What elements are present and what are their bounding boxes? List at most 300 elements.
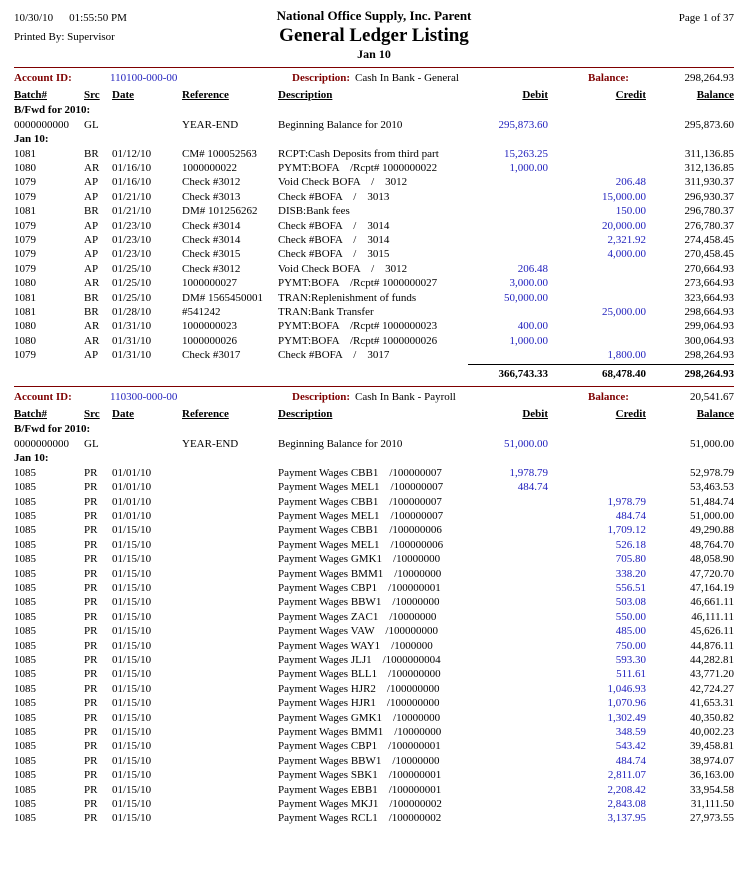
credit-cell: 511.61 [616, 668, 646, 681]
column-header-reference: Reference [182, 408, 229, 421]
date-cell: 01/15/10 [112, 769, 152, 782]
batch-cell: 1079 [14, 190, 36, 203]
description-cell: Payment Wages MEL1 /100000006 [278, 538, 444, 551]
description-cell: Payment Wages VAW /100000000 [278, 625, 438, 638]
description-cell: Payment Wages EBB1 /100000001 [278, 783, 442, 796]
date-cell [112, 118, 182, 132]
credit-cell: 25,000.00 [602, 306, 646, 319]
batch-cell: 0000000000 [14, 437, 69, 450]
date-cell: 01/25/10 [112, 277, 152, 290]
reference-cell: 1000000026 [182, 334, 237, 347]
table-row [14, 595, 734, 609]
debit-cell [468, 219, 548, 233]
debit-cell [468, 581, 548, 595]
group-label: Jan 10: [14, 452, 49, 465]
section-divider [14, 67, 734, 68]
credit-cell: 526.18 [615, 538, 646, 551]
date-cell: 01/15/10 [112, 610, 152, 623]
batch-cell: 1085 [14, 726, 36, 738]
table-row [14, 480, 734, 494]
debit-cell [468, 247, 548, 261]
src-cell: PR [84, 740, 98, 753]
reference-cell: 1000000022 [182, 162, 237, 174]
credit-cell: 150.00 [615, 205, 646, 218]
date-cell: 01/31/10 [112, 334, 152, 347]
table-row [14, 276, 734, 290]
balance-cell: 311,136.85 [684, 147, 734, 160]
credit-cell [548, 437, 646, 451]
reference-cell [182, 639, 278, 653]
credit-cell: 2,811.07 [607, 769, 646, 782]
column-header-src: Src [84, 89, 100, 101]
debit-cell [468, 696, 548, 710]
debit-cell [468, 667, 548, 681]
batch-cell: 1081 [14, 205, 36, 218]
reference-cell [182, 552, 278, 566]
table-row [14, 682, 734, 696]
date-cell: 01/15/10 [112, 524, 152, 537]
src-cell: PR [84, 711, 98, 724]
balance-cell: 36,163.00 [690, 769, 734, 782]
debit-cell: 295,873.60 [498, 118, 548, 131]
debit-cell [468, 305, 548, 319]
group-label: B/Fwd for 2010: [14, 104, 91, 116]
reference-cell [182, 523, 278, 537]
credit-cell: 348.59 [615, 726, 646, 738]
debit-cell [468, 682, 548, 696]
date-cell: 01/15/10 [112, 567, 152, 580]
batch-cell: 1081 [14, 147, 36, 160]
reference-cell: Check #3014 [182, 219, 241, 232]
description-cell: PYMT:BOFA /Rcpt# 1000000022 [278, 162, 438, 174]
table-row [14, 653, 734, 667]
batch-cell: 1085 [14, 581, 36, 594]
debit-cell [468, 175, 548, 189]
debit-cell: 1,000.00 [509, 334, 548, 347]
date-cell: 01/01/10 [112, 466, 152, 479]
src-cell: PR [84, 812, 98, 825]
batch-cell: 1085 [14, 754, 36, 767]
reference-cell [182, 509, 278, 523]
credit-cell [548, 334, 646, 348]
total-credit: 68,478.40 [548, 364, 646, 381]
batch-cell: 1085 [14, 481, 36, 494]
credit-cell: 750.00 [615, 639, 646, 652]
sections [14, 67, 734, 826]
balance-cell: 51,484.74 [690, 495, 734, 508]
reference-cell [182, 739, 278, 753]
balance-cell: 44,876.11 [690, 639, 734, 652]
date-cell: 01/15/10 [112, 726, 152, 738]
src-cell: AP [84, 219, 99, 232]
print-time: 01:55:50 PM [69, 12, 127, 24]
description-cell: Payment Wages MEL1 /100000007 [278, 509, 444, 522]
table-row [14, 797, 734, 811]
batch-cell: 1079 [14, 262, 36, 275]
description-cell: Check #BOFA / 3014 [278, 234, 390, 247]
credit-cell: 1,709.12 [607, 524, 646, 537]
date-cell: 01/23/10 [112, 219, 152, 232]
batch-cell: 1085 [14, 682, 36, 695]
date-cell [112, 437, 182, 451]
balance-cell: 270,458.45 [684, 248, 734, 261]
src-cell: PR [84, 481, 98, 494]
src-cell: PR [84, 610, 98, 623]
src-cell: PR [84, 668, 98, 681]
reference-cell [182, 783, 278, 797]
balance-cell: 43,771.20 [690, 668, 734, 681]
description-cell: Payment Wages BMM1 /10000000 [278, 567, 442, 580]
reference-cell: YEAR-END [182, 118, 239, 131]
debit-cell: 400.00 [517, 320, 548, 333]
reference-cell [182, 595, 278, 609]
table-row [14, 538, 734, 552]
account-section [14, 67, 734, 381]
batch-cell: 1080 [14, 334, 36, 347]
date-cell: 01/23/10 [112, 234, 152, 247]
balance-cell: 38,974.07 [690, 754, 734, 767]
credit-cell: 556.51 [615, 581, 646, 594]
table-row [14, 739, 734, 753]
description-cell: Payment Wages MEL1 /100000007 [278, 481, 444, 494]
column-header-date: Date [112, 408, 134, 421]
reference-cell [182, 725, 278, 739]
balance-cell: 276,780.37 [684, 219, 734, 232]
description-cell: Payment Wages BLL1 /100000000 [278, 668, 441, 681]
src-cell: PR [84, 754, 98, 767]
account-header [14, 71, 734, 86]
date-cell: 01/28/10 [112, 306, 152, 319]
batch-cell: 1080 [14, 162, 36, 174]
balance-cell: 48,764.70 [690, 538, 734, 551]
batch-cell: 1085 [14, 798, 36, 811]
date-cell: 01/15/10 [112, 596, 152, 609]
credit-cell: 4,000.00 [607, 248, 646, 261]
credit-cell: 484.74 [615, 754, 646, 767]
balance-cell: 42,724.27 [690, 682, 734, 695]
date-cell: 01/23/10 [112, 248, 152, 261]
table-row [14, 348, 734, 362]
balance-cell: 33,954.58 [690, 783, 734, 796]
balance-cell: 46,661.11 [690, 596, 734, 609]
balance-cell: 274,458.45 [684, 234, 734, 247]
src-cell: AP [84, 248, 99, 261]
report-title-block [199, 8, 549, 62]
src-cell: PR [84, 596, 98, 609]
description-cell: Payment Wages BBW1 /10000000 [278, 754, 440, 767]
reference-cell: DM# 101256262 [182, 205, 258, 218]
credit-cell [548, 319, 646, 333]
table-row [14, 305, 734, 319]
credit-cell [548, 480, 646, 494]
reference-cell [182, 696, 278, 710]
description-cell: Payment Wages RCL1 /100000002 [278, 812, 442, 825]
balance-value: 20,541.67 [690, 391, 734, 404]
description-cell: Payment Wages MKJ1 /100000002 [278, 798, 442, 811]
src-cell: BR [84, 291, 99, 304]
batch-cell: 1085 [14, 639, 36, 652]
description-cell: PYMT:BOFA /Rcpt# 1000000026 [278, 334, 438, 347]
credit-cell: 206.48 [615, 176, 646, 189]
table-row [14, 783, 734, 797]
credit-cell [548, 161, 646, 175]
batch-cell: 1081 [14, 291, 36, 304]
batch-cell: 1085 [14, 567, 36, 580]
date-cell: 01/01/10 [112, 495, 152, 508]
credit-cell: 593.30 [615, 653, 646, 666]
table-row [14, 319, 734, 333]
batch-cell: 1085 [14, 524, 36, 537]
date-cell: 01/01/10 [112, 481, 152, 494]
table-row [14, 291, 734, 305]
src-cell: AP [84, 190, 99, 203]
src-cell: AP [84, 262, 99, 275]
date-cell: 01/15/10 [112, 798, 152, 811]
reference-cell [182, 768, 278, 782]
batch-cell: 1079 [14, 219, 36, 232]
debit-cell [468, 725, 548, 739]
table-row [14, 639, 734, 653]
table-row [14, 581, 734, 595]
src-cell: AR [84, 162, 100, 174]
debit-cell [468, 653, 548, 667]
reference-cell: Check #3013 [182, 190, 241, 203]
table-row [14, 204, 734, 218]
table-row [14, 552, 734, 566]
group-label: B/Fwd for 2010: [14, 423, 91, 436]
credit-cell: 1,978.79 [607, 495, 646, 508]
src-cell: GL [84, 437, 99, 450]
reference-cell [182, 667, 278, 681]
src-cell: BR [84, 205, 99, 218]
batch-cell: 1080 [14, 277, 36, 290]
date-cell: 01/21/10 [112, 190, 152, 203]
src-cell: PR [84, 509, 98, 522]
credit-cell: 1,302.49 [607, 711, 646, 724]
debit-cell: 3,000.00 [509, 277, 548, 290]
reference-cell: Check #3012 [182, 176, 241, 189]
reference-cell [182, 538, 278, 552]
account-description [292, 390, 588, 405]
date-cell: 01/15/10 [112, 783, 152, 796]
src-cell: BR [84, 306, 99, 319]
report-title: General Ledger Listing [279, 25, 469, 46]
description-cell: Payment Wages CBP1 /100000001 [278, 581, 441, 594]
debit-cell [468, 495, 548, 509]
batch-cell: 1085 [14, 740, 36, 753]
balance-cell: 312,136.85 [684, 162, 734, 174]
credit-cell: 484.74 [615, 509, 646, 522]
description-value: Cash In Bank - Payroll [355, 391, 456, 404]
credit-cell: 1,800.00 [607, 349, 646, 362]
balance-cell: 48,058.90 [690, 553, 734, 566]
table-row [14, 147, 734, 161]
account-id-label: Account ID: [14, 391, 72, 404]
date-cell: 01/15/10 [112, 697, 152, 710]
credit-cell: 20,000.00 [602, 219, 646, 232]
date-cell: 01/25/10 [112, 291, 152, 304]
debit-cell: 15,263.25 [504, 147, 548, 160]
column-header-balance: Balance [696, 89, 734, 101]
credit-cell: 3,137.95 [607, 812, 646, 825]
total-balance: 298,264.93 [646, 364, 734, 381]
credit-cell: 543.42 [615, 740, 646, 753]
src-cell: AP [84, 176, 99, 189]
reference-cell [182, 682, 278, 696]
batch-cell: 1085 [14, 653, 36, 666]
balance-cell: 298,264.93 [684, 349, 734, 362]
balance-cell: 51,000.00 [690, 437, 734, 450]
description-cell: DISB:Bank fees [278, 205, 350, 218]
src-cell: PR [84, 466, 98, 479]
balance-cell: 299,064.93 [684, 320, 734, 333]
reference-cell: 1000000023 [182, 320, 237, 333]
debit-cell [468, 538, 548, 552]
reference-cell: Check #3015 [182, 248, 241, 261]
debit-cell: 206.48 [517, 262, 548, 275]
credit-cell [548, 276, 646, 290]
description-cell: Check #BOFA / 3014 [278, 219, 390, 232]
batch-cell: 1085 [14, 625, 36, 638]
description-label: Description: [292, 391, 351, 404]
balance-cell: 31,111.50 [690, 798, 734, 811]
reference-cell: #541242 [182, 306, 221, 319]
debit-cell [468, 711, 548, 725]
section-rows [14, 103, 734, 363]
batch-cell: 1085 [14, 668, 36, 681]
reference-cell: Check #3012 [182, 262, 241, 275]
batch-cell: 1085 [14, 783, 36, 796]
description-cell: Check #BOFA / 3013 [278, 190, 390, 203]
balance-cell: 41,653.31 [690, 697, 734, 710]
description-cell: Payment Wages HJR2 /100000000 [278, 682, 440, 695]
table-row [14, 262, 734, 276]
src-cell: AR [84, 277, 100, 290]
balance-cell: 52,978.79 [690, 466, 734, 479]
reference-cell [182, 711, 278, 725]
account-description [292, 71, 588, 86]
reference-cell [182, 581, 278, 595]
date-cell: 01/15/10 [112, 754, 152, 767]
credit-cell: 1,046.93 [607, 682, 646, 695]
balance-cell: 47,164.19 [690, 581, 734, 594]
src-cell: PR [84, 524, 98, 537]
balance-cell: 39,458.81 [690, 740, 734, 753]
description-cell: Payment Wages CBB1 /100000006 [278, 524, 442, 537]
description-cell: Payment Wages CBB1 /100000007 [278, 495, 442, 508]
description-cell: Payment Wages JLJ1 /1000000004 [278, 653, 441, 666]
table-row [14, 811, 734, 825]
batch-cell: 1080 [14, 320, 36, 333]
debit-cell: 1,978.79 [509, 466, 548, 479]
credit-cell [548, 466, 646, 480]
debit-cell [468, 595, 548, 609]
batch-cell: 1079 [14, 248, 36, 261]
batch-cell: 1085 [14, 812, 36, 825]
debit-cell [468, 797, 548, 811]
column-header-batch: Batch# [14, 408, 47, 421]
column-header-date: Date [112, 89, 134, 101]
debit-cell [468, 509, 548, 523]
table-row [14, 219, 734, 233]
date-cell: 01/15/10 [112, 682, 152, 695]
description-cell: TRAN:Replenishment of funds [278, 291, 417, 304]
column-header-credit: Credit [615, 89, 646, 101]
table-row [14, 175, 734, 189]
batch-cell: 1085 [14, 769, 36, 782]
debit-cell [468, 610, 548, 624]
description-cell: Payment Wages WAY1 /1000000 [278, 639, 433, 652]
credit-cell: 705.80 [615, 553, 646, 566]
debit-cell [468, 523, 548, 537]
total-debit: 366,743.33 [468, 364, 548, 381]
debit-cell [468, 204, 548, 218]
credit-cell: 2,208.42 [607, 783, 646, 796]
description-cell: Beginning Balance for 2010 [278, 437, 403, 450]
reference-cell [182, 754, 278, 768]
debit-cell [468, 190, 548, 204]
debit-cell [468, 783, 548, 797]
date-cell: 01/16/10 [112, 176, 152, 189]
reference-cell [182, 624, 278, 638]
totals-row [14, 364, 734, 381]
column-header-credit: Credit [615, 408, 646, 421]
reference-cell [182, 480, 278, 494]
credit-cell: 2,321.92 [607, 234, 646, 247]
account-header [14, 390, 734, 405]
table-row [14, 696, 734, 710]
credit-cell: 1,070.96 [607, 697, 646, 710]
reference-cell: 1000000027 [182, 277, 237, 290]
column-header-balance: Balance [696, 408, 734, 421]
balance-value: 298,264.93 [684, 72, 734, 84]
src-cell: PR [84, 553, 98, 566]
credit-cell: 2,843.08 [607, 798, 646, 811]
description-label: Description: [292, 72, 351, 84]
src-cell: GL [84, 118, 99, 131]
debit-cell: 484.74 [517, 481, 548, 494]
credit-cell: 550.00 [615, 610, 646, 623]
debit-cell: 51,000.00 [504, 437, 548, 450]
debit-cell [468, 624, 548, 638]
balance-cell: 45,626.11 [690, 625, 734, 638]
date-cell: 01/15/10 [112, 625, 152, 638]
batch-cell: 1085 [14, 553, 36, 566]
reference-cell [182, 610, 278, 624]
reference-cell [182, 797, 278, 811]
batch-cell: 1085 [14, 538, 36, 551]
src-cell: BR [84, 147, 99, 160]
balance-cell: 46,111.11 [691, 610, 734, 623]
date-cell: 01/31/10 [112, 349, 152, 362]
date-cell: 01/15/10 [112, 538, 152, 551]
reference-cell [182, 495, 278, 509]
batch-cell: 1079 [14, 234, 36, 247]
date-cell: 01/15/10 [112, 668, 152, 681]
balance-cell: 311,930.37 [684, 176, 734, 189]
description-cell: TRAN:Bank Transfer [278, 306, 374, 319]
description-cell: Payment Wages CBP1 /100000001 [278, 740, 441, 753]
date-cell: 01/15/10 [112, 553, 152, 566]
balance-cell: 295,873.60 [684, 118, 734, 131]
debit-cell: 1,000.00 [509, 162, 548, 174]
description-cell: Payment Wages GMK1 /10000000 [278, 711, 441, 724]
batch-cell: 1081 [14, 306, 36, 319]
balance-label: Balance: [588, 391, 629, 404]
description-cell: Payment Wages HJR1 /100000000 [278, 697, 440, 710]
section-divider [14, 386, 734, 387]
description-cell: Check #BOFA / 3017 [278, 349, 390, 362]
